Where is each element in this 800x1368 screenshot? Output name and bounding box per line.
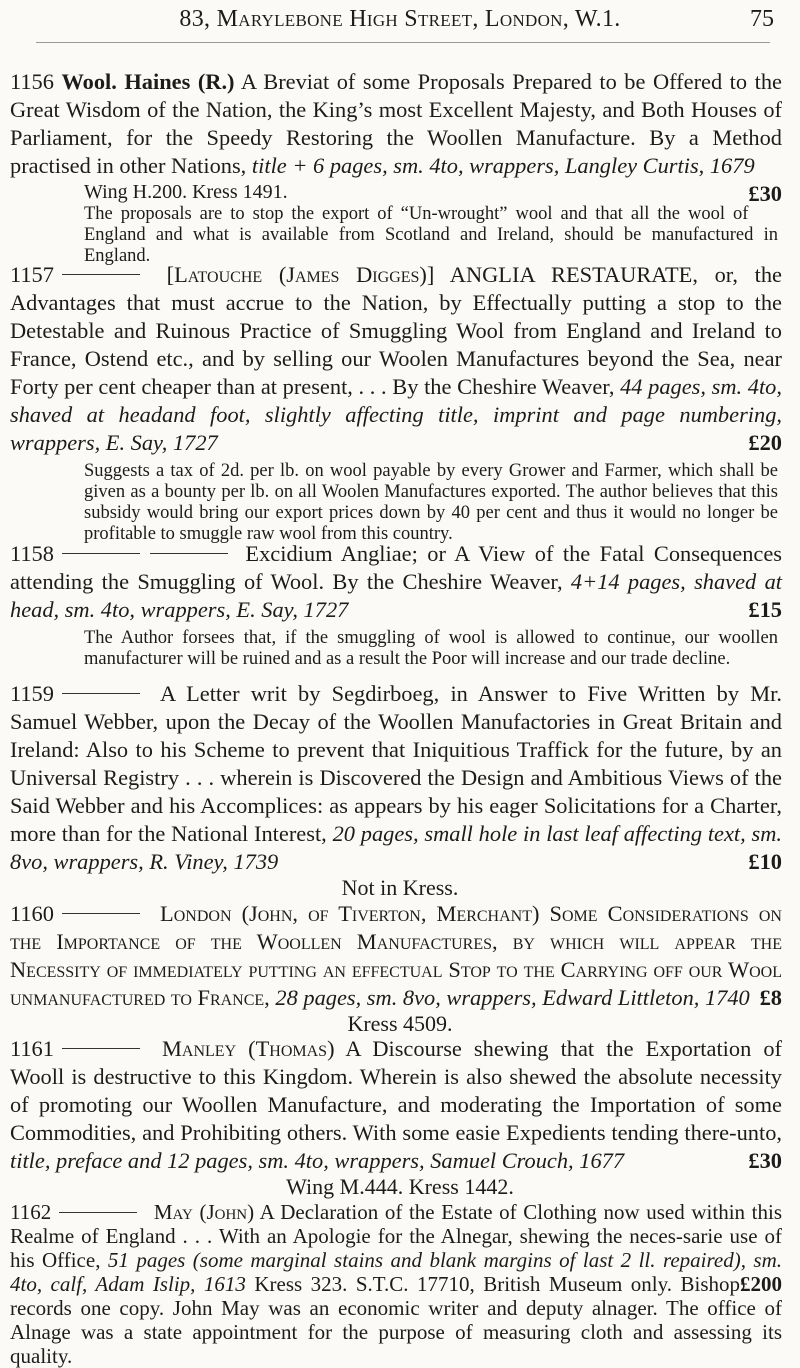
ditto-rule (62, 553, 140, 554)
entry-text: A Declaration of the Estate of Clothing now used within this Realme of England . . . With an Apologie for the Alnegar, shewing the neces-sarie use of his Office, (10, 1200, 783, 1272)
entry-price: £8 (759, 985, 782, 1010)
lot-number: 1156 (10, 69, 54, 94)
entry-details: title, preface and 12 pages, sm. 4to, wrappers, Samuel Crouch, 1677 (10, 1148, 625, 1173)
ditto-rule (62, 1048, 140, 1049)
entry-note: Suggests a tax of 2d. per lb. on wool payable by every Grower and Farmer, which shall be given as a bounty per lb. on all Woolen Manufactures exported. The author believes that this subsidy would bring our export prices down by 40 per cent and thus it would no longer be profitable to smuggle raw wool from this country. (84, 461, 778, 544)
entry-references: Kress 323. S.T.C. 17710, British Museum only. Bishop records one copy. (10, 1272, 741, 1320)
entry-price: £30 (748, 1148, 782, 1173)
ditto-rule (62, 913, 140, 914)
entry-note: John May was an economic writer and deputy alnager. The office of Alnage was a state appointment for the purpose of measuring cloth and assessing its quality. (10, 1296, 783, 1368)
catalogue-entry-1156 (0, 68, 800, 267)
lot-number: 1162 (10, 1200, 52, 1224)
catalogue-entry-1158 (0, 540, 800, 670)
entry-note: The Author forsees that, if the smuggling of wool is allowed to continue, our woollen manufacturer will be ruined and as a result the Poor will increase and our trade decline. (84, 628, 778, 669)
catalogue-entry-1160 (0, 900, 800, 1036)
entry-text: Some Considerations on the Importance of the Woollen Manufactures, by which will appear the Necessity of immediately putting an effectual Stop to the Carrying off our Wool unmanufactured to France, (10, 901, 782, 1010)
entry-references: Kress 4509. (347, 1011, 453, 1036)
entry-text: A Breviat of some Proposals Prepared to be Offered to the Great Wisdom of the Nation, the King’s most Excellent Majesty, and Both Houses of Parliament, for the Speedy Restoring the Woollen Manufacture. By a Method practised in other Nations, (10, 69, 782, 178)
page-header (0, 6, 800, 36)
lot-number: 1159 (10, 681, 54, 706)
entry-details: title + 6 pages, sm. 4to, wrappers, Langley Curtis, 1679 (251, 153, 755, 178)
entry-references: Wing M.444. Kress 1442. (286, 1174, 514, 1199)
entry-author: May (John) (153, 1200, 255, 1224)
catalogue-entry-1159 (0, 680, 800, 900)
entry-price: £15 (748, 597, 782, 622)
entry-references: Wing H.200. Kress 1491. (84, 181, 288, 203)
entry-details: 4+14 pages, shaved at head, sm. 4to, wrappers, E. Say, 1727 (10, 569, 782, 622)
entry-author: London (John, of Tiverton, Merchant) (160, 901, 540, 926)
entry-references: Not in Kress. (341, 875, 459, 900)
entry-details: 20 pages, small hole in last leaf affecting text, sm. 8vo, wrappers, R. Viney, 1739 (10, 821, 783, 874)
entry-price: £10 (748, 849, 782, 874)
catalogue-entry-1157 (0, 261, 800, 545)
catalogue-entry-1161 (0, 1035, 800, 1199)
entry-author: Manley (Thomas) (162, 1036, 335, 1061)
entry-text: Excidium Angliae; or A View of the Fatal Consequences attending the Smuggling of Wool. By the Cheshire Weaver, (10, 541, 782, 594)
lot-number: 1161 (10, 1036, 54, 1061)
entry-author: Wool. Haines (R.) (61, 69, 235, 94)
running-title: 83, Marylebone High Street, London, W.1. (179, 6, 621, 32)
lot-number: 1157 (10, 262, 54, 287)
catalogue-entry-1162 (0, 1200, 800, 1368)
ditto-rule (62, 693, 140, 694)
ditto-rule (62, 274, 140, 275)
entry-details: 44 pages, sm. 4to, shaved at headand foot, slightly affecting title, imprint and page numbering, wrappers, E. Say, 1727 (10, 374, 782, 455)
entry-text: A Letter writ by Segdirboeg, in Answer to Five Written by Mr. Samuel Webber, upon the Decay of the Woollen Manufactories in Great Britain and Ireland: Also to his Scheme to prevent that Iniquitious Traffick for the future, by an Universal Registry . . . wherein is Discovered the Design and Ambitious Views of the Said Webber and his Accomplices: as appears by his eager Solicitations for a Charter, more than for the National Interest, (10, 681, 782, 846)
entry-price: £200 (740, 1272, 782, 1296)
entry-author: [Latouche (James Digges)] (166, 262, 435, 287)
ditto-rule-second (150, 553, 228, 554)
entry-details: 28 pages, sm. 8vo, wrappers, Edward Littleton, 1740 (275, 985, 750, 1010)
entry-price: £20 (748, 430, 782, 455)
lot-number: 1160 (10, 901, 54, 926)
entry-note: The proposals are to stop the export of “Un-wrought” wool and that all the wool of England and what is available from Scotland and Ireland, should be manufactured in England. (84, 204, 778, 266)
entry-text: ANGLIA RESTAURATE, or, the Advantages that must accrue to the Nation, by Effectually putting a stop to the Detestable and Ruinous Practice of Smuggling Wool from England and Ireland to France, Ostend etc., and by selling our Woolen Manufactures beyond the Sea, near Forty per cent cheaper than at present, . . . By the Cheshire Weaver, (10, 262, 782, 399)
page-number: 75 (750, 6, 774, 32)
entry-details: 51 pages (some marginal stains and blank margins of last 2 ll. repaired), sm. 4to, calf, Adam Islip, 1613 (10, 1248, 782, 1296)
ditto-rule (59, 1212, 137, 1213)
header-rule (36, 42, 770, 43)
entry-price: £30 (748, 181, 782, 206)
entry-text: A Discourse shewing that the Exportation of Wooll is destructive to this Kingdom. Wherein is also shewed the absolute necessity of promoting our Woollen Manufacture, and moderating the Importation of some Commodities, and Prohibiting others. With some easie Expedients tending there-unto, (10, 1036, 782, 1145)
lot-number: 1158 (10, 541, 54, 566)
